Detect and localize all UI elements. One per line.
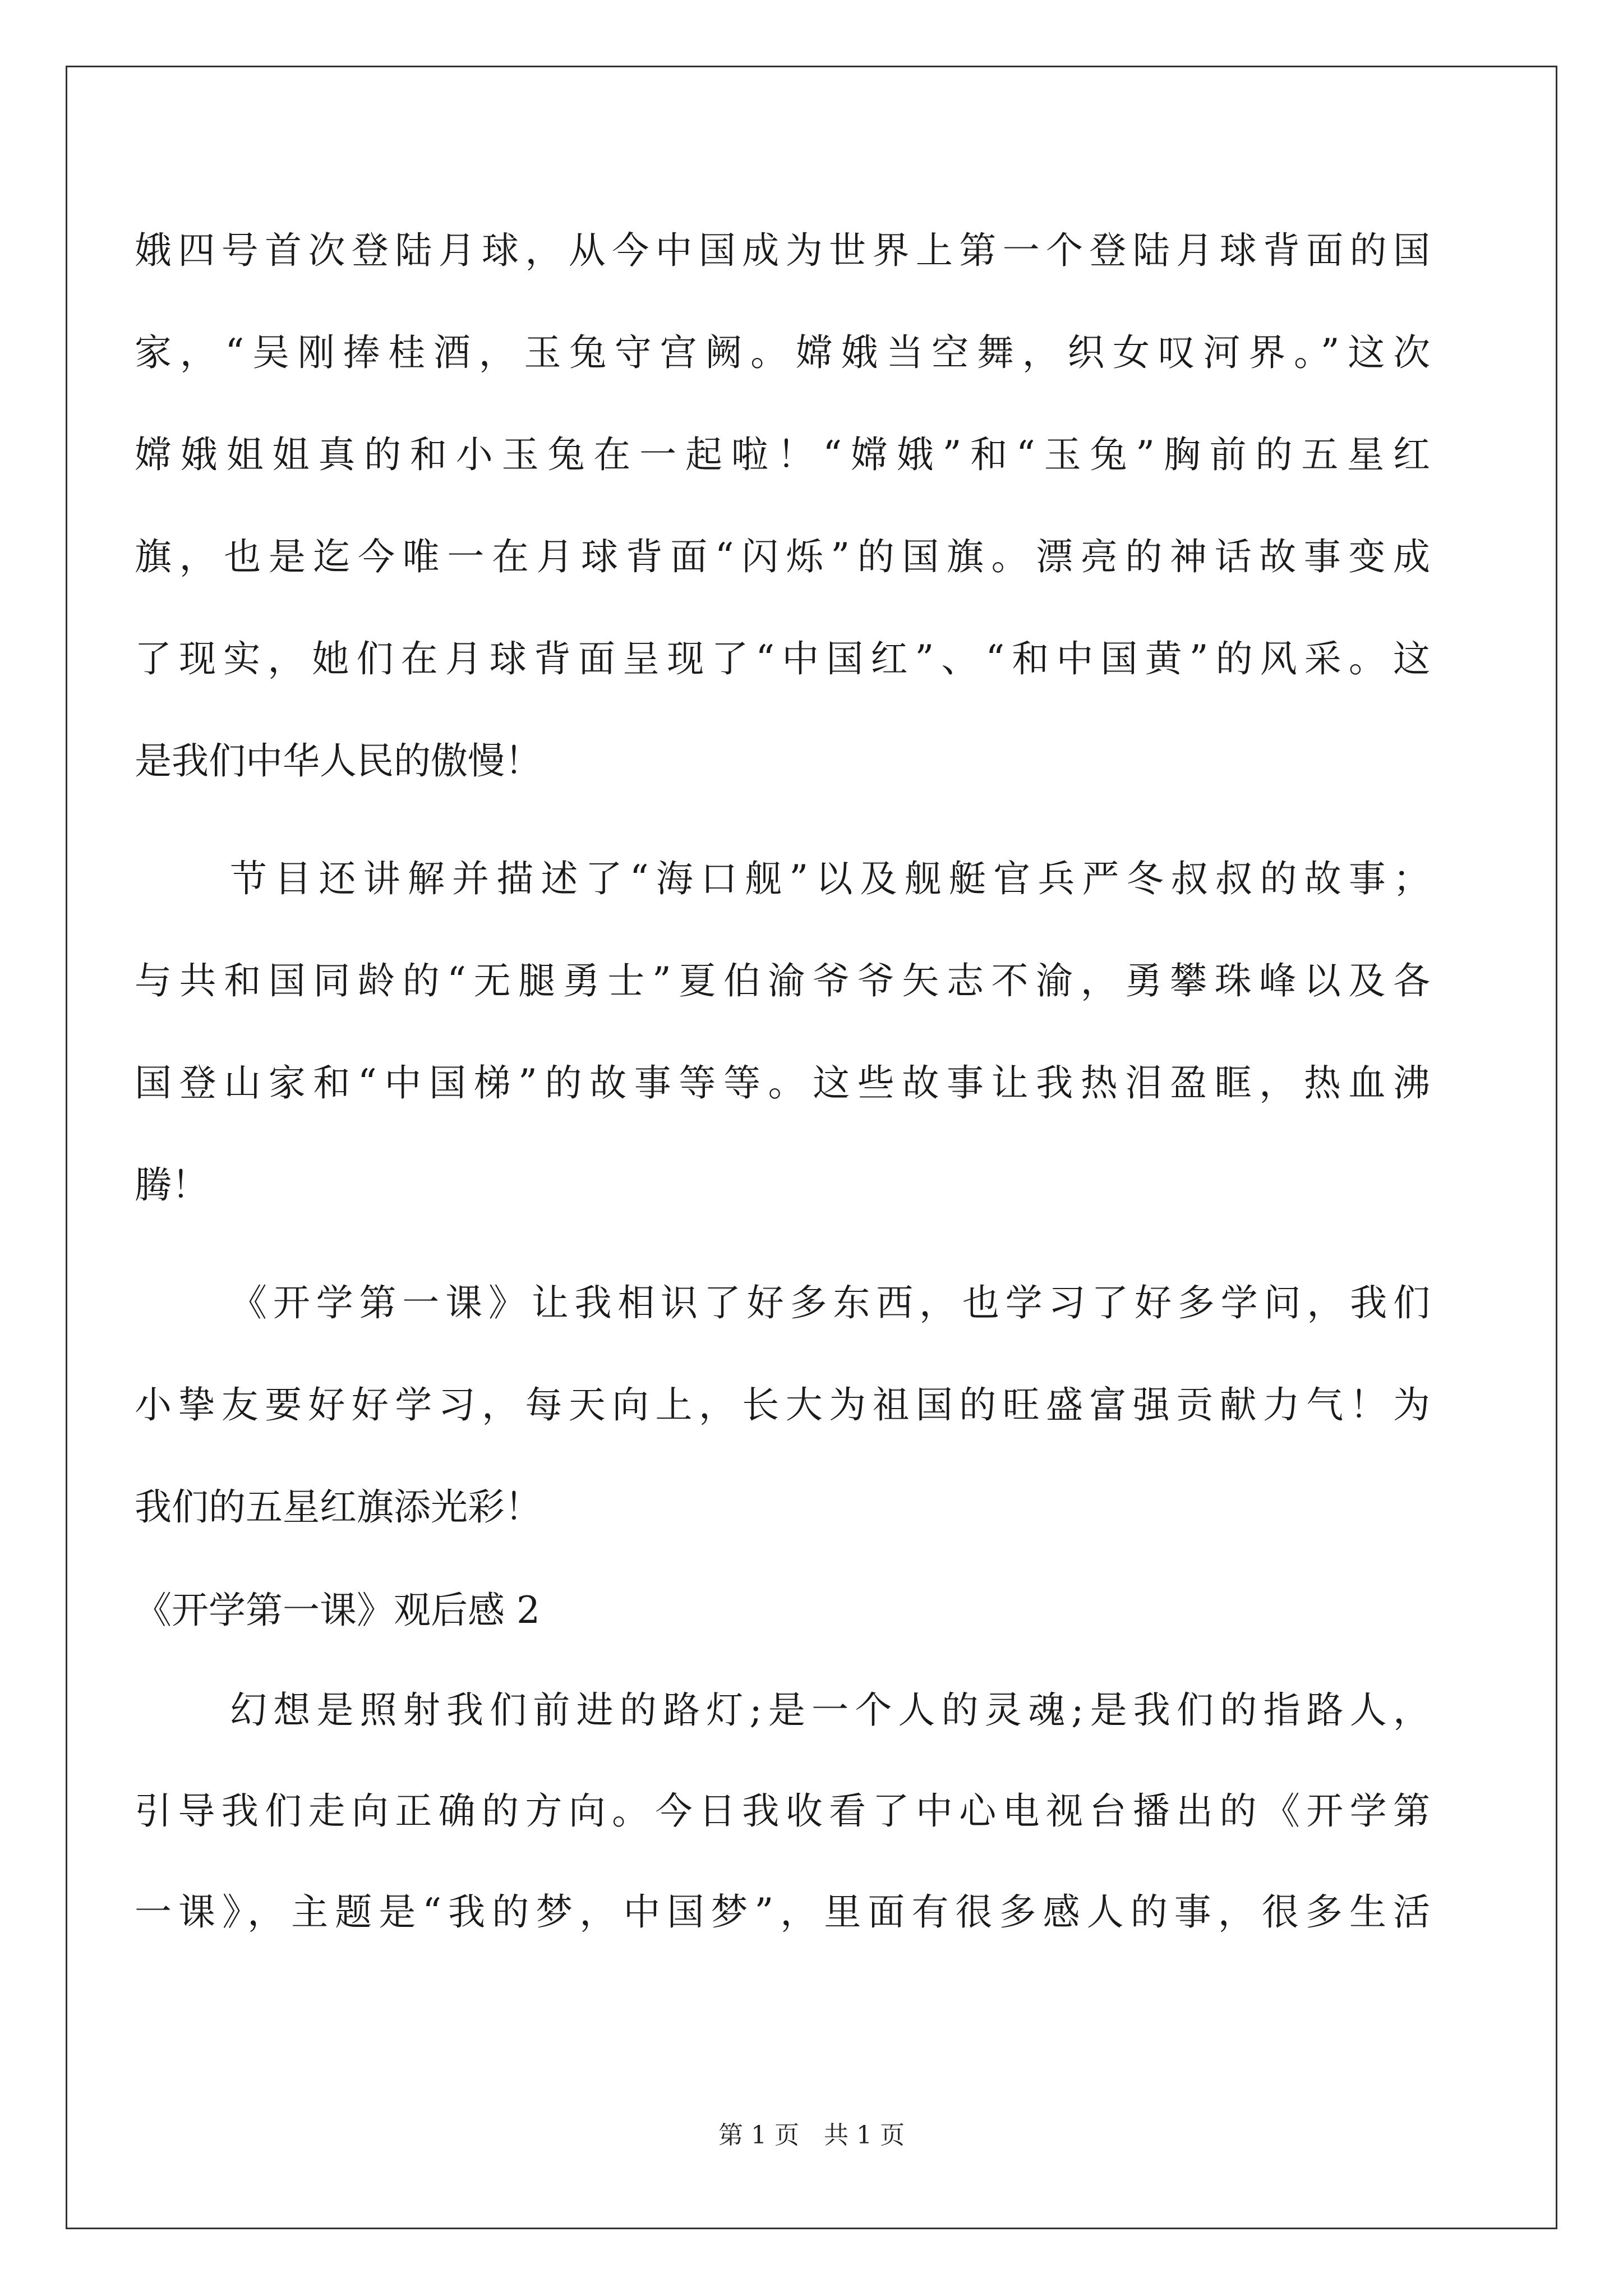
paragraph-line: 与共和国同龄的“无腿勇士”夏伯渝爷爷矢志不渝，勇攀珠峰以及各: [135, 959, 1430, 1002]
paragraph-line: 引导我们走向正确的方向。今日我收看了中心电视台播出的《开学第: [135, 1789, 1430, 1833]
paragraph-line: 一课》，主题是“我的梦，中国梦”，里面有很多感人的事，很多生活: [135, 1890, 1430, 1934]
paragraph-line: 国登山家和“中国梯”的故事等等。这些故事让我热泪盈眶，热血沸: [135, 1061, 1430, 1105]
paragraph-line: 腾！: [135, 1163, 209, 1207]
paragraph-line: 娥四号首次登陆月球，从今中国成为世界上第一个登陆月球背面的国: [135, 229, 1430, 272]
paragraph-line: 了现实，她们在月球背面呈现了“中国红”、“和中国黄”的风采。这: [135, 637, 1430, 680]
paragraph-line: 幻想是照射我们前进的路灯;是一个人的灵魂;是我们的指路人，: [230, 1688, 1430, 1732]
paragraph-line: 家，“吴刚捧桂酒，玉兔守宫阙。嫦娥当空舞，织女叹河界。”这次: [135, 331, 1430, 374]
paragraph-line: 是我们中华人民的傲慢！: [135, 739, 542, 783]
paragraph-line: 小挚友要好好学习，每天向上，长大为祖国的旺盛富强贡献力气！为: [135, 1383, 1430, 1427]
paragraph-line: 旗，也是迄今唯一在月球背面“闪烁”的国旗。漂亮的神话故事变成: [135, 535, 1430, 578]
paragraph-line: 《开学第一课》让我相识了好多东西，也学习了好多学问，我们: [230, 1281, 1430, 1324]
paragraph-line: 嫦娥姐姐真的和小玉兔在一起啦！“嫦娥”和“玉兔”胸前的五星红: [135, 433, 1430, 476]
page-number-footer: 第 1 页 共 1 页: [718, 2121, 905, 2150]
paragraph-line: 节目还讲解并描述了“海口舰”以及舰艇官兵严冬叔叔的故事；: [230, 857, 1430, 900]
paragraph-line: 我们的五星红旗添光彩！: [135, 1485, 542, 1529]
section-heading: 《开学第一课》观后感 2: [135, 1589, 540, 1632]
